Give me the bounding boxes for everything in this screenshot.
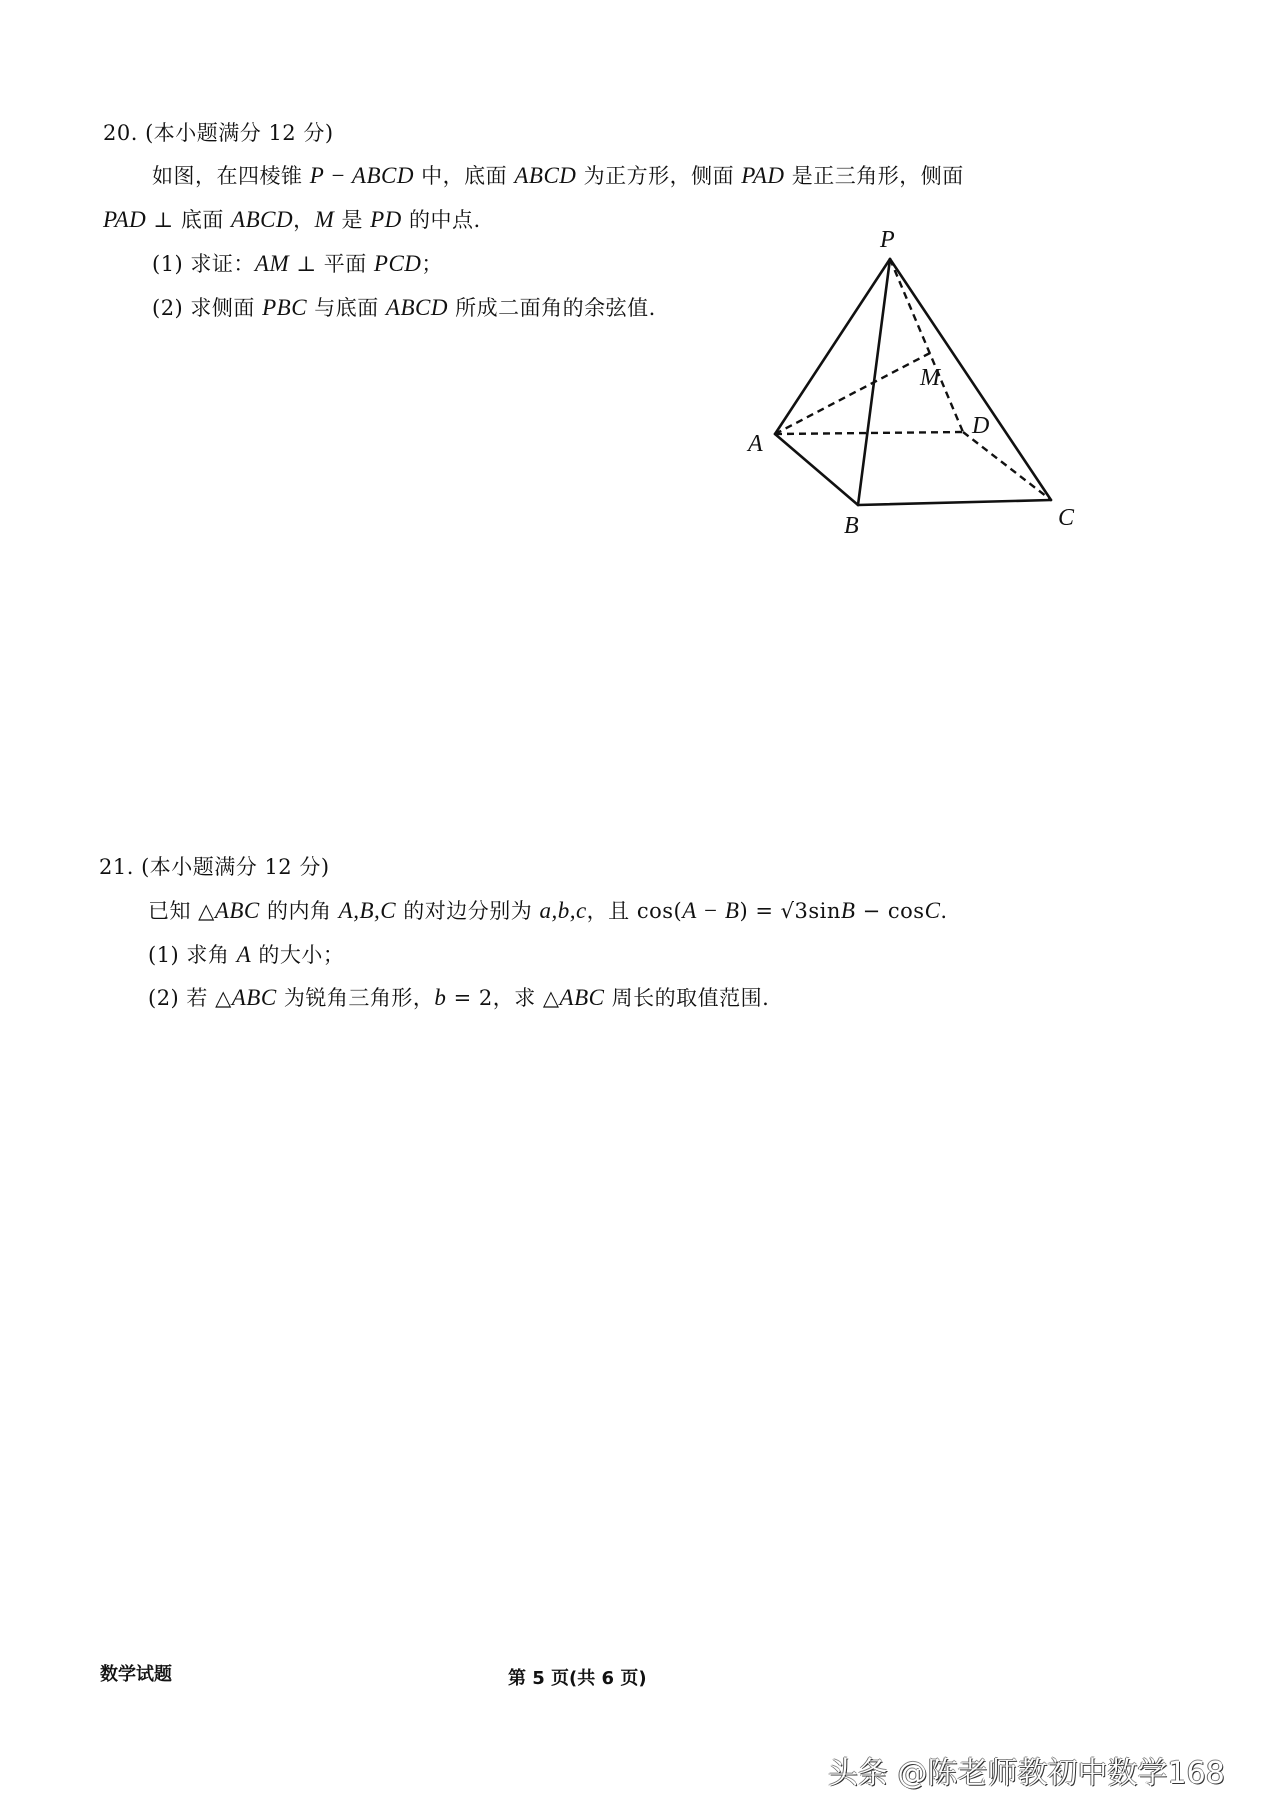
text: 已知 △ xyxy=(148,899,215,923)
label-A: A xyxy=(748,431,763,457)
edge-AB xyxy=(775,434,858,505)
label-P: P xyxy=(880,227,895,253)
text: 为正方形，侧面 xyxy=(576,164,742,188)
q20-part1 xyxy=(152,249,443,279)
math: PCD xyxy=(373,251,422,276)
text: ⊥ 底面 xyxy=(146,208,232,232)
label-B: B xyxy=(844,513,859,539)
math: M xyxy=(314,207,335,232)
math: a,b,c xyxy=(539,898,587,923)
q20-header: 20. (本小题满分 12 分) xyxy=(103,121,334,145)
text: 的内角 xyxy=(259,899,339,923)
math: PAD xyxy=(103,207,147,232)
text: (1) 求角 xyxy=(148,943,237,967)
math: C xyxy=(924,898,941,923)
text: 是 xyxy=(334,208,371,232)
footer-page-number: 第 5 页(共 6 页) xyxy=(508,1668,647,1689)
q21-header: 21. (本小题满分 12 分) xyxy=(99,855,330,879)
math: P − ABCD xyxy=(309,163,414,188)
label-D: D xyxy=(972,413,990,439)
text: ， xyxy=(293,208,315,232)
q20-stem-line1 xyxy=(152,161,964,191)
edge-PC xyxy=(890,259,1051,500)
math: ABC xyxy=(231,985,277,1010)
math: A,B,C xyxy=(338,898,397,923)
text: 所成二面角的余弦值. xyxy=(447,296,656,320)
text: 为锐角三角形， xyxy=(276,986,435,1010)
q21-stem xyxy=(148,896,948,926)
pyramid-diagram xyxy=(740,225,1120,555)
text: 周长的取值范围. xyxy=(604,986,770,1010)
math: B xyxy=(840,898,856,923)
math: ABCD xyxy=(385,295,448,320)
text: . xyxy=(940,899,948,923)
math: PAD xyxy=(741,163,785,188)
text: 与底面 xyxy=(307,296,386,320)
q21-part2 xyxy=(148,983,769,1013)
edge-AD-hidden xyxy=(775,432,963,434)
edge-PD-hidden xyxy=(890,259,963,432)
q20-part2 xyxy=(152,293,656,323)
label-C: C xyxy=(1058,505,1075,531)
label-M: M xyxy=(920,365,940,391)
text: (1) 求证： xyxy=(152,252,255,276)
edge-BC xyxy=(858,500,1051,505)
math: ABCD xyxy=(231,207,294,232)
q21-part1 xyxy=(148,940,344,970)
text: 如图，在四棱锥 xyxy=(152,164,310,188)
math: PBC xyxy=(262,295,308,320)
edge-DC-hidden xyxy=(963,432,1051,500)
segment-AM-hidden xyxy=(775,353,930,434)
text: 的对边分别为 xyxy=(396,899,540,923)
text: 的大小； xyxy=(251,943,345,967)
math: ABCD xyxy=(514,163,577,188)
math: A − B xyxy=(682,898,740,923)
text: − cos xyxy=(855,899,925,923)
footer-subject: 数学试题 xyxy=(100,1664,172,1685)
text: ⊥ 平面 xyxy=(289,252,374,276)
text: ，且 cos( xyxy=(586,899,683,923)
text: 中，底面 xyxy=(413,164,515,188)
text: ) = √3sin xyxy=(739,899,841,923)
text: 是正三角形，侧面 xyxy=(784,164,964,188)
text: (2) 求侧面 xyxy=(152,296,263,320)
text: ； xyxy=(421,252,443,276)
math: ABC xyxy=(559,985,605,1010)
math: PD xyxy=(370,207,402,232)
text: 的中点. xyxy=(401,208,481,232)
edge-PA xyxy=(775,259,890,434)
math: A xyxy=(236,942,252,967)
math: ABC xyxy=(214,898,260,923)
text: (2) 若 △ xyxy=(148,986,232,1010)
watermark: 头条 @陈老师教初中数学168 xyxy=(828,1756,1225,1791)
math: b xyxy=(434,985,447,1010)
text: = 2，求 △ xyxy=(446,986,560,1010)
math: AM xyxy=(254,251,290,276)
q20-stem-line2 xyxy=(103,205,481,235)
